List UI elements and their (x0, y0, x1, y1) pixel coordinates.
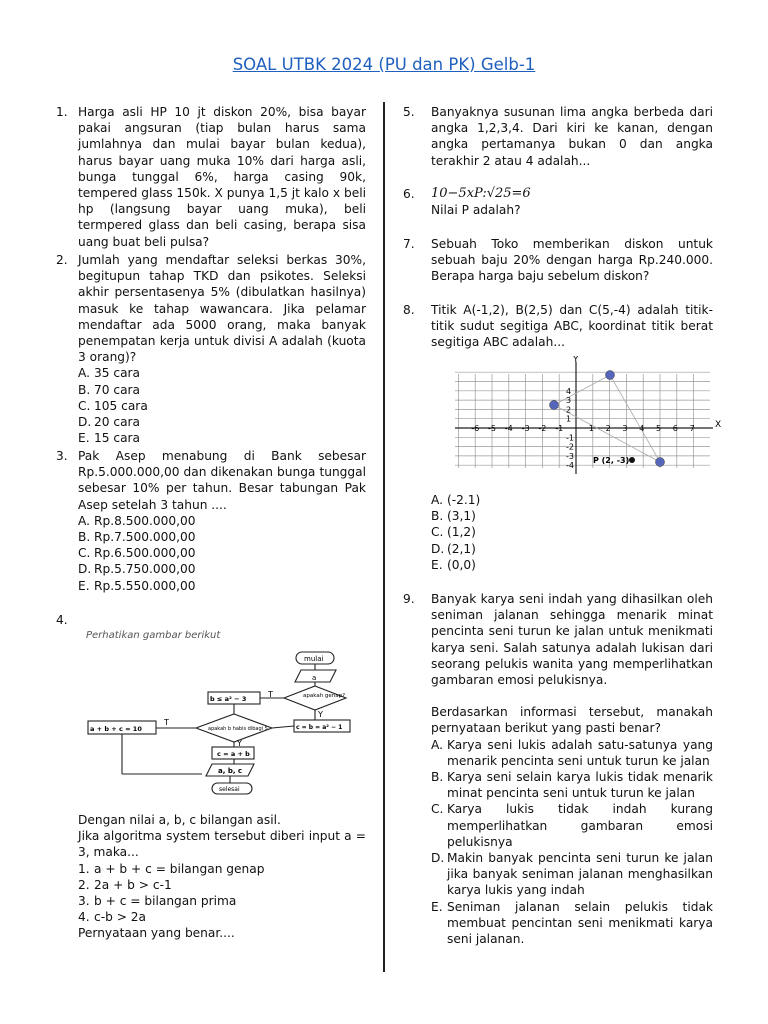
question-4-text (78, 812, 366, 942)
question-2 (56, 252, 366, 446)
x-tick-label: 6 (672, 424, 678, 433)
x-tick-label: 4 (639, 424, 645, 433)
closing-line: Pernyataan yang benar.... (78, 926, 235, 941)
question-9 (403, 591, 713, 947)
question-text: Jumlah yang mendaftar seleksi berkas 30%, begitupun tahap TKD dan psikotes. Seleksi akhir persentasenya 5% (dibulatkan hasilnya) masuk ke tahap wawancara. Jika pelamar mendaftar ada 5000 orang, maka banyak penempatan kerja untuk divisi A adalah (kuota 3 orang)? (78, 253, 366, 365)
x-tick-label: -6 (471, 424, 480, 433)
question-number: 1. (56, 105, 68, 119)
start-label: mulai (304, 655, 324, 663)
x-tick-label: 7 (689, 424, 695, 433)
question-prompt: Berdasarkan informasi tersebut, manakah pernyataan berikut yang pasti benar? (431, 705, 713, 736)
intro-line: Jika algoritma system tersebut diberi input a = 3, maka... (78, 829, 366, 860)
option[interactable]: E. 15 cara (78, 431, 141, 446)
option[interactable]: C. Karya lukis tidak indah kurang memperlihatkan gambaran emosi pelukisnya (431, 802, 713, 849)
option[interactable]: D. Rp.5.750.000,00 (78, 562, 196, 577)
option[interactable]: A. 35 cara (78, 366, 141, 381)
options-list (78, 513, 366, 594)
flowchart-figure (82, 626, 367, 798)
question-text: Banyaknya susunan lima angka berbeda dari angka 1,2,3,4. Dari kiri ke kanan, dengan angka pertamanya bukan 0 dan angka terakhir 2 atau 4 adalah... (431, 105, 713, 168)
question-text: Nilai P adalah? (431, 203, 521, 218)
x-tick-label: -5 (488, 424, 496, 433)
statement: 3. b + c = bilangan prima (78, 894, 237, 909)
question-text: Banyak karya seni indah yang dihasilkan oleh seniman jalanan sehingga menarik minat pencinta seni turun ke jalan untuk menikmati karya seni. Salah satunya adalah lukisan dari seorang pelukis wanita yang memperlihatkan gambaran emosi pelukisnya. (431, 592, 713, 688)
question-number: 7. (403, 237, 415, 251)
statement-list (78, 861, 366, 926)
option[interactable]: C. Rp.6.500.000,00 (78, 546, 196, 561)
question-number: 6. (403, 187, 415, 201)
statement: 4. c-b > 2a (78, 910, 147, 925)
process-b-label: b ≤ a² − 3 (210, 695, 247, 703)
option[interactable]: B. Karya seni selain karya lukis tidak menarik minat pencinta seni untuk turun ke jalan (431, 770, 713, 801)
option[interactable]: D. (2,1) (431, 541, 476, 556)
y-axis-label: Y (573, 356, 579, 365)
y-tick-label: 1 (566, 414, 572, 424)
statement: 2. 2a + b > c-1 (78, 877, 172, 892)
branch-t-1: T (268, 690, 273, 699)
question-text: Sebuah Toko memberikan diskon untuk sebuah baju 20% dengan harga Rp.240.000. Berapa harga baju sebelum diskon? (431, 237, 713, 284)
question-text: Pak Asep menabung di Bank sebesar Rp.5.000.000,00 dan dikenakan bunga tunggal sebesar 10% per tahun. Besar tabungan Pak Asep setelah 3 tahun .... (78, 449, 366, 512)
equation: 10−5xP:√25=6 (431, 186, 531, 201)
y-tick-label: -1 (566, 433, 574, 443)
options-list (431, 737, 713, 948)
question-number: 3. (56, 449, 68, 463)
option[interactable]: C. (1,2) (431, 525, 476, 540)
x-tick-label: 3 (622, 424, 628, 433)
statement: 1. a + b + c = bilangan genap (78, 861, 265, 876)
process-cab-label: c = a + b (217, 750, 250, 758)
x-tick-label: -4 (504, 424, 513, 433)
end-label: selesai (219, 786, 240, 793)
question-number: 4. (56, 613, 68, 627)
point-a (550, 401, 559, 410)
branch-y-2: Y (237, 739, 242, 748)
branch-y-1: Y (318, 710, 323, 719)
question-7 (403, 236, 713, 285)
question-8-options (431, 492, 711, 573)
option[interactable]: E. Rp.5.550.000,00 (78, 578, 196, 593)
options-list (78, 365, 366, 446)
x-tick-label: 2 (605, 424, 611, 433)
point-p-label: P (2, -3) (593, 456, 630, 465)
intro-line: Dengan nilai a, b, c bilangan asil. (78, 813, 281, 827)
x-tick-label: -3 (521, 424, 530, 433)
coordinate-graph (455, 356, 725, 476)
process-sum-label: a + b + c = 10 (90, 725, 142, 733)
cond-genap-label: apakah genap? (303, 693, 346, 699)
y-tick-label: 2 (566, 405, 572, 415)
question-number: 9. (403, 592, 415, 606)
x-tick-label: 1 (588, 424, 594, 433)
option[interactable]: B. 70 cara (78, 382, 141, 397)
option[interactable]: A. (-2.1) (431, 493, 481, 507)
question-6 (403, 186, 713, 218)
option[interactable]: A. Rp.8.500.000,00 (78, 513, 196, 528)
page-title: SOAL UTBK 2024 (PU dan PK) Gelb-1 (232, 55, 536, 74)
branch-t-2: T (164, 718, 169, 727)
question-5 (403, 104, 713, 169)
option[interactable]: B. Rp.7.500.000,00 (78, 530, 196, 545)
option[interactable]: D. Makin banyak pencinta seni turun ke jalan jika banyak seniman jalanan menghasilkan karya lukis yang indah (431, 851, 713, 898)
option[interactable]: A. Karya seni lukis adalah satu-satunya yang menarik pencinta seni untuk turun ke jalan (431, 737, 713, 768)
point-c (656, 458, 665, 467)
option[interactable]: E. Seniman jalanan selain pelukis tidak membuat pencintan seni menikmati karya seni jalanan. (431, 899, 713, 947)
question-8 (403, 302, 713, 351)
option[interactable]: B. (3,1) (431, 509, 476, 524)
y-tick-label: -2 (566, 442, 574, 452)
y-tick-label: 3 (566, 396, 572, 406)
input-label: a (312, 674, 317, 682)
y-tick-label: 4 (566, 386, 572, 396)
question-number: 5. (403, 105, 415, 119)
x-tick-label: -2 (538, 424, 547, 433)
point-b (606, 371, 615, 380)
figure-caption: Perhatikan gambar berikut (86, 630, 221, 641)
question-text: Harga asli HP 10 jt diskon 20%, bisa bayar pakai angsuran (tiap bulan harus sama jumlahnya dan mulai bayar bulan kedua), harus bayar uang muka 10% dari harga asli, bunga tunggal 6%, harga casing 90k, tempered glass 150k. X punya 1,5 jt kalo x beli hp (langsung bayar uang muka), beli termpered glass dan beli casing, berapa sisa uang buat beli pulsa? (78, 105, 366, 249)
y-tick-label: -4 (566, 461, 574, 471)
process-cb-label: c = b = a² − 1 (296, 724, 343, 731)
question-1 (56, 104, 366, 250)
y-tick-label: -3 (566, 451, 574, 461)
question-number: 2. (56, 253, 68, 267)
question-text: Titik A(-1,2), B(2,5) dan C(5,-4) adalah titik-titik sudut segitiga ABC, koordinat titik berat segitiga ABC adalah... (431, 303, 713, 350)
x-axis-label: X (715, 420, 722, 430)
x-tick-label: 5 (656, 424, 662, 433)
question-number: 8. (403, 303, 415, 317)
point-p (629, 457, 635, 463)
question-3 (56, 448, 366, 594)
column-divider (383, 102, 385, 972)
cond-habis-label: apakah b habis dibagi 5 (208, 726, 268, 732)
option[interactable]: E. (0,0) (431, 557, 476, 572)
x-tick-label: -1 (555, 424, 564, 433)
option[interactable]: C. 105 cara (78, 398, 148, 413)
output-label: a, b, c (218, 767, 243, 775)
option[interactable]: D. 20 cara (78, 415, 141, 430)
